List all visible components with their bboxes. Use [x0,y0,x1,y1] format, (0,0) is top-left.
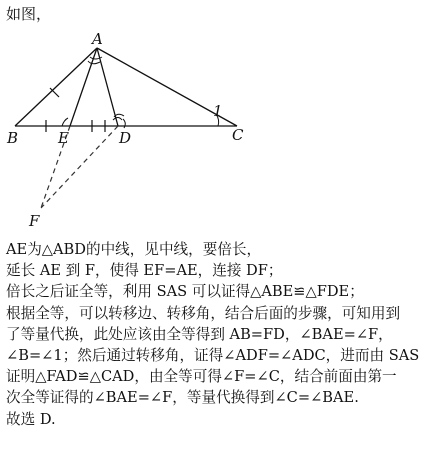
segment-df-dashed [41,126,118,208]
segment-ae [70,48,97,126]
solution-line: 根据全等，可以转移边、转移角，结合后面的步骤，可知用到 [6,304,401,322]
solution-line: AE为△ABD的中线，见中线，要倍长， [6,241,262,258]
angle-arc-a-1 [88,61,100,64]
tick-ab [50,88,59,97]
solution-line: 了等量代换，此处应该由全等得到 AB=FD，∠BAE=∠F， [6,325,393,343]
segment-ad [97,48,118,126]
solution-text [6,239,438,430]
label-b: B [7,129,19,147]
solution-line: 次全等证得的∠BAE=∠F，等量代换得到∠C=∠BAE. [6,389,359,407]
segment-ab [15,48,97,126]
label-a: A [92,30,103,48]
label-d: D [119,129,132,147]
solution-line: 延长 AE 到 F，使得 EF=AE，连接 DF； [6,262,283,280]
label-f: F [29,212,40,230]
solution-line: 故选 D. [6,410,56,428]
angle-arc-d-2 [113,118,122,121]
label-c: C [232,126,244,144]
angle-1-mark [62,118,68,126]
solution-line: 倍长之后证全等，利用 SAS 可以证得△ABE≌△FDE； [6,283,364,301]
solution-line: 证明△FAD≌△CAD，由全等可得∠F=∠C，结合前面由第一 [6,368,397,386]
label-angle-1: 1 [213,102,223,120]
label-e: E [58,129,69,147]
solution-line: ∠B=∠1；然后通过转移角，证得∠ADF=∠ADC，进而由 SAS [6,347,420,365]
intro-text: 如图， [6,5,52,23]
